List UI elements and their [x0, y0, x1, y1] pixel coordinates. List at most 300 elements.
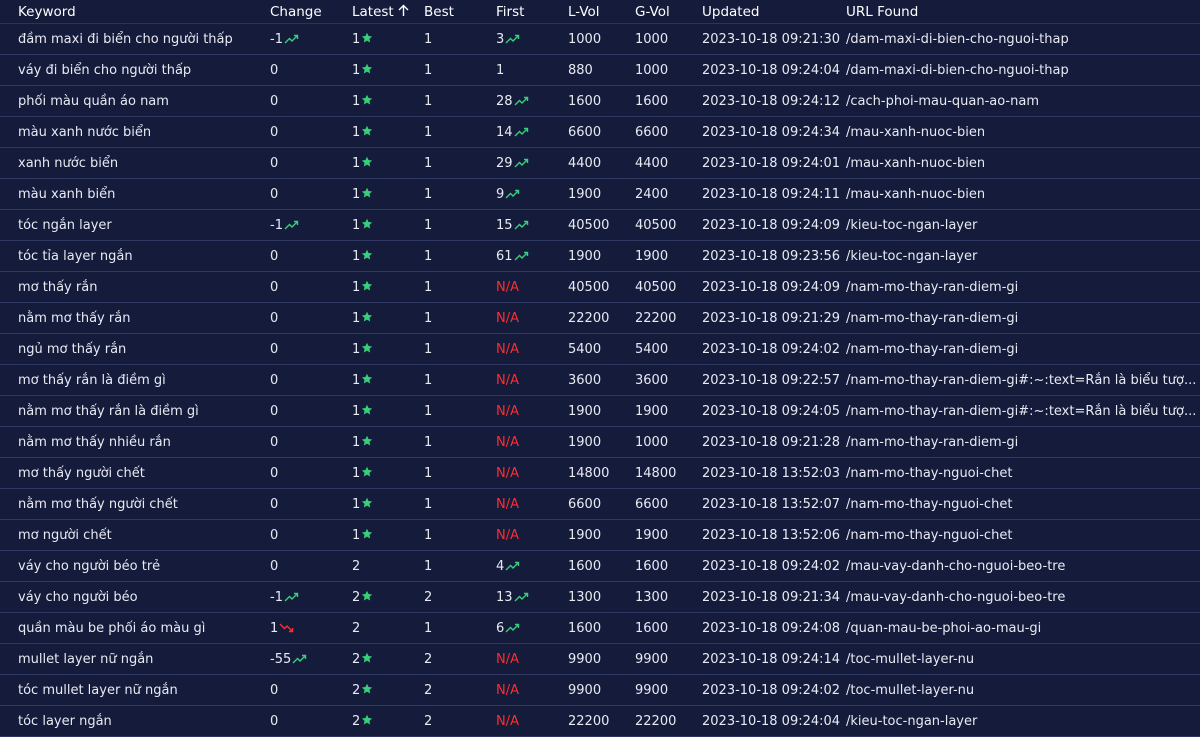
gvol-cell: 1000 [635, 434, 669, 450]
header-first[interactable]: First [496, 0, 568, 24]
latest-value: 1 [352, 93, 361, 109]
change-cell [270, 613, 352, 644]
lvol-cell: 3600 [568, 372, 602, 388]
change-cell [270, 365, 352, 396]
latest-value: 1 [352, 372, 361, 388]
change-value: -1 [270, 31, 283, 47]
latest-value: 1 [352, 434, 361, 450]
change-cell [270, 272, 352, 303]
first-value: N/A [496, 682, 519, 698]
updated-cell: 2023-10-18 09:23:56 [702, 248, 841, 264]
star-icon [361, 528, 373, 540]
header-keyword[interactable]: Keyword [0, 0, 270, 24]
star-icon [361, 311, 373, 323]
latest-value: 2 [352, 713, 361, 729]
first-value: 13 [496, 589, 513, 605]
updated-cell: 2023-10-18 09:24:14 [702, 651, 841, 667]
trend-up-icon [505, 623, 520, 633]
keyword-cell[interactable]: tóc mullet layer nữ ngắn [18, 682, 178, 698]
latest-cell [352, 396, 424, 427]
sort-ascending-icon [398, 4, 409, 17]
gvol-cell: 1000 [635, 62, 669, 78]
change-cell [270, 334, 352, 365]
table-row[interactable] [0, 365, 1200, 396]
change-value: -1 [270, 217, 283, 233]
star-icon [361, 187, 373, 199]
table-row[interactable] [0, 675, 1200, 706]
first-cell [496, 24, 568, 55]
first-cell [496, 179, 568, 210]
first-value: N/A [496, 713, 519, 729]
keyword-cell[interactable]: tóc ngắn layer [18, 217, 112, 233]
first-value: 15 [496, 217, 513, 233]
change-value: 1 [270, 620, 279, 636]
first-cell [496, 117, 568, 148]
latest-value: 2 [352, 651, 361, 667]
updated-cell: 2023-10-18 09:21:30 [702, 31, 841, 47]
table-row[interactable] [0, 458, 1200, 489]
trend-up-icon [505, 561, 520, 571]
first-value: 4 [496, 558, 505, 574]
change-cell [270, 489, 352, 520]
latest-value: 2 [352, 682, 361, 698]
gvol-cell: 40500 [635, 279, 677, 295]
latest-cell [352, 24, 424, 55]
latest-cell [352, 55, 424, 86]
gvol-cell: 1900 [635, 527, 669, 543]
table-row[interactable] [0, 210, 1200, 241]
keyword-cell[interactable]: mơ thấy rắn [18, 279, 98, 295]
table-row[interactable] [0, 148, 1200, 179]
first-value: N/A [496, 341, 519, 357]
change-cell [270, 148, 352, 179]
url-cell[interactable]: /nam-mo-thay-ran-diem-gi [846, 341, 1019, 357]
first-value: N/A [496, 465, 519, 481]
change-cell [270, 86, 352, 117]
first-value: N/A [496, 279, 519, 295]
url-cell[interactable]: /nam-mo-thay-ran-diem-gi [846, 434, 1019, 450]
table-row[interactable] [0, 86, 1200, 117]
best-cell: 2 [424, 682, 433, 698]
url-cell[interactable]: /nam-mo-thay-nguoi-chet [846, 496, 1013, 512]
lvol-cell: 22200 [568, 713, 610, 729]
keyword-cell[interactable]: phối màu quần áo nam [18, 93, 169, 109]
star-icon [361, 652, 373, 664]
change-value: 0 [270, 248, 279, 264]
table-row[interactable] [0, 55, 1200, 86]
star-icon [361, 683, 373, 695]
trend-up-icon [514, 220, 529, 230]
table-row[interactable] [0, 303, 1200, 334]
change-cell [270, 24, 352, 55]
url-cell[interactable]: /dam-maxi-di-bien-cho-nguoi-thap [846, 62, 1069, 78]
keyword-cell[interactable]: nằm mơ thấy rắn [18, 310, 131, 326]
header-latest[interactable] [352, 0, 424, 24]
best-cell: 2 [424, 651, 433, 667]
keyword-cell[interactable]: tóc tỉa layer ngắn [18, 248, 133, 264]
url-cell[interactable]: /nam-mo-thay-nguoi-chet [846, 527, 1013, 543]
url-cell[interactable]: /nam-mo-thay-ran-diem-gi#:~:text=Rắn là biểu tượ... [846, 372, 1197, 388]
first-cell [496, 303, 568, 334]
updated-cell: 2023-10-18 09:24:09 [702, 279, 841, 295]
best-cell: 1 [424, 465, 433, 481]
table-row[interactable] [0, 644, 1200, 675]
best-cell: 1 [424, 31, 433, 47]
latest-cell [352, 241, 424, 272]
url-cell[interactable]: /kieu-toc-ngan-layer [846, 217, 978, 233]
latest-value: 1 [352, 310, 361, 326]
star-icon [361, 590, 373, 602]
first-cell [496, 396, 568, 427]
table-row[interactable] [0, 520, 1200, 551]
trend-up-icon [514, 96, 529, 106]
url-cell[interactable]: /mau-xanh-nuoc-bien [846, 124, 986, 140]
latest-value: 1 [352, 217, 361, 233]
lvol-cell: 4400 [568, 155, 602, 171]
star-icon [361, 466, 373, 478]
first-cell [496, 427, 568, 458]
gvol-cell: 6600 [635, 496, 669, 512]
trend-up-icon [284, 592, 299, 602]
best-cell: 1 [424, 93, 433, 109]
change-cell [270, 396, 352, 427]
url-cell[interactable]: /mau-vay-danh-cho-nguoi-beo-tre [846, 558, 1066, 574]
change-cell [270, 117, 352, 148]
gvol-cell: 22200 [635, 713, 677, 729]
table-row[interactable] [0, 551, 1200, 582]
change-value: 0 [270, 465, 279, 481]
url-cell[interactable]: /kieu-toc-ngan-layer [846, 248, 978, 264]
change-value: 0 [270, 372, 279, 388]
latest-cell [352, 117, 424, 148]
best-cell: 1 [424, 155, 433, 171]
latest-cell [352, 179, 424, 210]
latest-cell [352, 365, 424, 396]
url-cell[interactable]: /mau-vay-danh-cho-nguoi-beo-tre [846, 589, 1066, 605]
lvol-cell: 9900 [568, 682, 602, 698]
trend-up-icon [284, 220, 299, 230]
keyword-cell[interactable]: váy đi biển cho người thấp [18, 62, 192, 78]
keyword-cell[interactable]: màu xanh nước biển [18, 124, 152, 140]
updated-cell: 2023-10-18 09:24:05 [702, 403, 841, 419]
latest-cell [352, 582, 424, 613]
gvol-cell: 4400 [635, 155, 669, 171]
latest-cell [352, 303, 424, 334]
keyword-cell[interactable]: ngủ mơ thấy rắn [18, 341, 127, 357]
table-row[interactable] [0, 179, 1200, 210]
change-value: 0 [270, 93, 279, 109]
keyword-cell[interactable]: nằm mơ thấy nhiều rắn [18, 434, 171, 450]
change-cell [270, 520, 352, 551]
gvol-cell: 1000 [635, 31, 669, 47]
updated-cell: 2023-10-18 09:24:04 [702, 713, 841, 729]
first-value: N/A [496, 310, 519, 326]
url-cell[interactable]: /nam-mo-thay-nguoi-chet [846, 465, 1013, 481]
keyword-cell[interactable]: nằm mơ thấy người chết [18, 496, 178, 512]
latest-value: 1 [352, 124, 361, 140]
url-cell[interactable]: /toc-mullet-layer-nu [846, 651, 975, 667]
best-cell: 2 [424, 589, 433, 605]
first-cell [496, 675, 568, 706]
trend-up-icon [284, 34, 299, 44]
latest-value: 1 [352, 496, 361, 512]
change-value: 0 [270, 434, 279, 450]
latest-cell [352, 210, 424, 241]
best-cell: 1 [424, 527, 433, 543]
lvol-cell: 1000 [568, 31, 602, 47]
header-updated[interactable]: Updated [702, 0, 846, 24]
change-cell [270, 210, 352, 241]
change-value: -1 [270, 589, 283, 605]
url-cell[interactable]: /nam-mo-thay-ran-diem-gi [846, 279, 1019, 295]
latest-value: 1 [352, 186, 361, 202]
keyword-cell[interactable]: mơ người chết [18, 527, 112, 543]
updated-cell: 2023-10-18 09:24:12 [702, 93, 841, 109]
lvol-cell: 880 [568, 62, 593, 78]
latest-value: 1 [352, 31, 361, 47]
change-value: 0 [270, 403, 279, 419]
header-latest-label: Latest [352, 3, 394, 20]
change-cell [270, 458, 352, 489]
latest-value: 1 [352, 465, 361, 481]
gvol-cell: 6600 [635, 124, 669, 140]
updated-cell: 2023-10-18 13:52:07 [702, 496, 841, 512]
table-row[interactable] [0, 613, 1200, 644]
first-value: 61 [496, 248, 513, 264]
first-cell [496, 613, 568, 644]
first-value: N/A [496, 527, 519, 543]
first-value: 14 [496, 124, 513, 140]
best-cell: 1 [424, 248, 433, 264]
star-icon [361, 63, 373, 75]
lvol-cell: 1900 [568, 248, 602, 264]
updated-cell: 2023-10-18 09:21:34 [702, 589, 841, 605]
latest-value: 1 [352, 62, 361, 78]
latest-cell [352, 334, 424, 365]
header-url[interactable]: URL Found [846, 0, 1200, 24]
first-cell [496, 272, 568, 303]
keyword-cell[interactable]: mơ thấy người chết [18, 465, 145, 481]
first-value: N/A [496, 372, 519, 388]
table-row[interactable] [0, 582, 1200, 613]
first-cell [496, 489, 568, 520]
table-row[interactable] [0, 117, 1200, 148]
trend-down-icon [279, 623, 294, 633]
url-cell[interactable]: /kieu-toc-ngan-layer [846, 713, 978, 729]
change-value: 0 [270, 713, 279, 729]
first-value: 3 [496, 31, 505, 47]
keyword-cell[interactable]: quần màu be phối áo màu gì [18, 620, 206, 636]
lvol-cell: 14800 [568, 465, 610, 481]
change-value: 0 [270, 279, 279, 295]
trend-up-icon [505, 189, 520, 199]
updated-cell: 2023-10-18 09:24:04 [702, 62, 841, 78]
latest-cell [352, 489, 424, 520]
gvol-cell: 1600 [635, 93, 669, 109]
first-cell [496, 644, 568, 675]
table-body [0, 24, 1200, 737]
url-cell[interactable]: /toc-mullet-layer-nu [846, 682, 975, 698]
first-cell [496, 520, 568, 551]
change-cell [270, 55, 352, 86]
lvol-cell: 1600 [568, 93, 602, 109]
lvol-cell: 1900 [568, 186, 602, 202]
lvol-cell: 6600 [568, 124, 602, 140]
url-cell[interactable]: /quan-mau-be-phoi-ao-mau-gi [846, 620, 1042, 636]
updated-cell: 2023-10-18 09:21:28 [702, 434, 841, 450]
lvol-cell: 1900 [568, 434, 602, 450]
latest-cell [352, 86, 424, 117]
lvol-cell: 40500 [568, 217, 610, 233]
updated-cell: 2023-10-18 13:52:06 [702, 527, 841, 543]
url-cell[interactable]: /mau-xanh-nuoc-bien [846, 186, 986, 202]
star-icon [361, 125, 373, 137]
table-row[interactable] [0, 272, 1200, 303]
star-icon [361, 94, 373, 106]
gvol-cell: 1600 [635, 620, 669, 636]
latest-cell [352, 675, 424, 706]
keyword-cell[interactable]: màu xanh biển [18, 186, 116, 202]
first-cell [496, 55, 568, 86]
best-cell: 1 [424, 558, 433, 574]
gvol-cell: 22200 [635, 310, 677, 326]
updated-cell: 2023-10-18 09:24:34 [702, 124, 841, 140]
keyword-cell[interactable]: mullet layer nữ ngắn [18, 651, 154, 667]
change-cell [270, 179, 352, 210]
change-value: 0 [270, 496, 279, 512]
best-cell: 1 [424, 186, 433, 202]
latest-value: 1 [352, 248, 361, 264]
gvol-cell: 1600 [635, 558, 669, 574]
first-cell [496, 458, 568, 489]
first-value: 28 [496, 93, 513, 109]
lvol-cell: 1900 [568, 403, 602, 419]
first-cell [496, 148, 568, 179]
latest-value: 1 [352, 341, 361, 357]
change-cell [270, 582, 352, 613]
best-cell: 1 [424, 434, 433, 450]
lvol-cell: 22200 [568, 310, 610, 326]
change-value: 0 [270, 62, 279, 78]
change-value: 0 [270, 310, 279, 326]
table-row[interactable] [0, 489, 1200, 520]
latest-cell [352, 458, 424, 489]
gvol-cell: 2400 [635, 186, 669, 202]
lvol-cell: 5400 [568, 341, 602, 357]
url-cell[interactable]: /dam-maxi-di-bien-cho-nguoi-thap [846, 31, 1069, 47]
updated-cell: 2023-10-18 09:24:09 [702, 217, 841, 233]
star-icon [361, 342, 373, 354]
trend-up-icon [505, 34, 520, 44]
trend-up-icon [292, 654, 307, 664]
latest-value: 1 [352, 279, 361, 295]
updated-cell: 2023-10-18 09:24:02 [702, 558, 841, 574]
table-row[interactable] [0, 334, 1200, 365]
latest-value: 2 [352, 589, 361, 605]
change-cell [270, 303, 352, 334]
first-value: N/A [496, 403, 519, 419]
table-row[interactable] [0, 396, 1200, 427]
keyword-cell[interactable]: nằm mơ thấy rắn là điềm gì [18, 403, 199, 419]
gvol-cell: 14800 [635, 465, 677, 481]
lvol-cell: 40500 [568, 279, 610, 295]
header-best[interactable]: Best [424, 0, 496, 24]
latest-cell [352, 551, 424, 582]
table-header [0, 0, 1200, 24]
table-row[interactable] [0, 427, 1200, 458]
change-value: 0 [270, 124, 279, 140]
trend-up-icon [514, 127, 529, 137]
url-cell[interactable]: /mau-xanh-nuoc-bien [846, 155, 986, 171]
change-value: 0 [270, 186, 279, 202]
lvol-cell: 1300 [568, 589, 602, 605]
latest-cell [352, 148, 424, 179]
change-value: 0 [270, 341, 279, 357]
latest-value: 2 [352, 558, 361, 574]
latest-value: 1 [352, 527, 361, 543]
latest-cell [352, 427, 424, 458]
keyword-cell[interactable]: váy cho người béo trẻ [18, 558, 161, 574]
table-row[interactable] [0, 24, 1200, 55]
gvol-cell: 3600 [635, 372, 669, 388]
url-cell[interactable]: /cach-phoi-mau-quan-ao-nam [846, 93, 1039, 109]
first-value: 6 [496, 620, 505, 636]
change-value: 0 [270, 527, 279, 543]
first-value: N/A [496, 434, 519, 450]
header-lvol[interactable]: L-Vol [568, 0, 635, 24]
trend-up-icon [514, 251, 529, 261]
latest-value: 1 [352, 155, 361, 171]
updated-cell: 2023-10-18 09:24:11 [702, 186, 841, 202]
header-change[interactable]: Change [270, 0, 352, 24]
first-value: N/A [496, 651, 519, 667]
star-icon [361, 435, 373, 447]
updated-cell: 2023-10-18 09:24:02 [702, 682, 841, 698]
gvol-cell: 1900 [635, 403, 669, 419]
keyword-cell[interactable]: mơ thấy rắn là điềm gì [18, 372, 166, 388]
trend-up-icon [514, 158, 529, 168]
keyword-cell[interactable]: xanh nước biển [18, 155, 119, 171]
best-cell: 1 [424, 403, 433, 419]
url-cell[interactable]: /nam-mo-thay-ran-diem-gi [846, 310, 1019, 326]
latest-value: 2 [352, 620, 361, 636]
best-cell: 1 [424, 124, 433, 140]
updated-cell: 2023-10-18 09:24:02 [702, 341, 841, 357]
header-gvol[interactable]: G-Vol [635, 0, 702, 24]
url-cell[interactable]: /nam-mo-thay-ran-diem-gi#:~:text=Rắn là biểu tượ... [846, 403, 1197, 419]
best-cell: 1 [424, 217, 433, 233]
first-cell [496, 334, 568, 365]
best-cell: 1 [424, 310, 433, 326]
first-cell [496, 210, 568, 241]
star-icon [361, 249, 373, 261]
keyword-cell[interactable]: tóc layer ngắn [18, 713, 112, 729]
keyword-cell[interactable]: váy cho người béo [18, 589, 138, 605]
star-icon [361, 497, 373, 509]
table-row[interactable] [0, 241, 1200, 272]
gvol-cell: 9900 [635, 651, 669, 667]
change-cell [270, 427, 352, 458]
lvol-cell: 9900 [568, 651, 602, 667]
updated-cell: 2023-10-18 09:22:57 [702, 372, 841, 388]
star-icon [361, 280, 373, 292]
first-value: 9 [496, 186, 505, 202]
change-value: 0 [270, 558, 279, 574]
updated-cell: 2023-10-18 09:24:01 [702, 155, 841, 171]
keyword-cell[interactable]: đầm maxi đi biển cho người thấp [18, 31, 233, 47]
lvol-cell: 1600 [568, 620, 602, 636]
change-cell [270, 675, 352, 706]
